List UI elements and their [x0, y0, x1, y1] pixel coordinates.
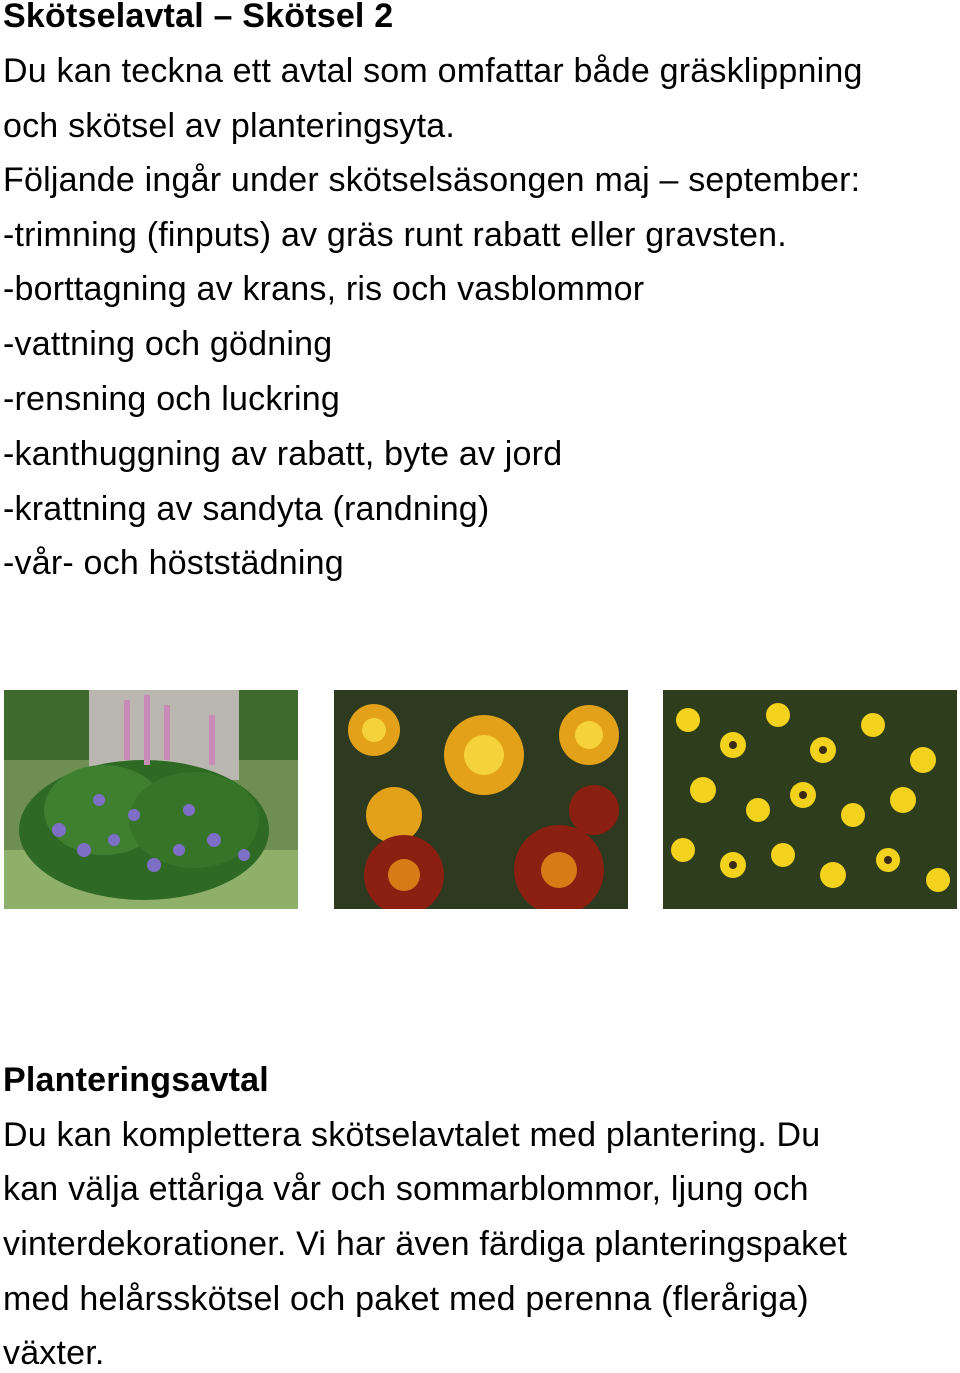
body-text-line: kan välja ettåriga vår och sommarblommor, ljung och — [3, 1170, 809, 1208]
section-heading-skotselavtal: Skötselavtal – Skötsel 2 — [3, 0, 394, 35]
yellow-daisy-flowers-photo — [663, 690, 957, 909]
intro-text-line: Du kan teckna ett avtal som omfattar både gräsklippning — [3, 52, 863, 90]
marigold-flowers-photo — [334, 690, 628, 909]
intro-text-line: och skötsel av planteringsyta. — [3, 107, 456, 145]
list-item: -rensning och luckring — [3, 380, 341, 418]
list-item: -vår- och höststädning — [3, 544, 344, 582]
body-text-line: med helårsskötsel och paket med perenna (fleråriga) — [3, 1280, 809, 1318]
list-item: -vattning och gödning — [3, 325, 333, 363]
body-text-line: växter. — [3, 1334, 105, 1372]
season-text-line: Följande ingår under skötselsäsongen maj – september: — [3, 161, 861, 199]
section-heading-planteringsavtal: Planteringsavtal — [3, 1061, 269, 1099]
list-item: -kanthuggning av rabatt, byte av jord — [3, 435, 563, 473]
list-item: -borttagning av krans, ris och vasblommor — [3, 270, 645, 308]
purple-geranium-bush-photo — [4, 690, 298, 909]
body-text-line: vinterdekorationer. Vi har även färdiga planteringspaket — [3, 1225, 848, 1263]
list-item: -trimning (finputs) av gräs runt rabatt eller gravsten. — [3, 216, 787, 254]
body-text-line: Du kan komplettera skötselavtalet med plantering. Du — [3, 1116, 821, 1154]
list-item: -krattning av sandyta (randning) — [3, 490, 490, 528]
